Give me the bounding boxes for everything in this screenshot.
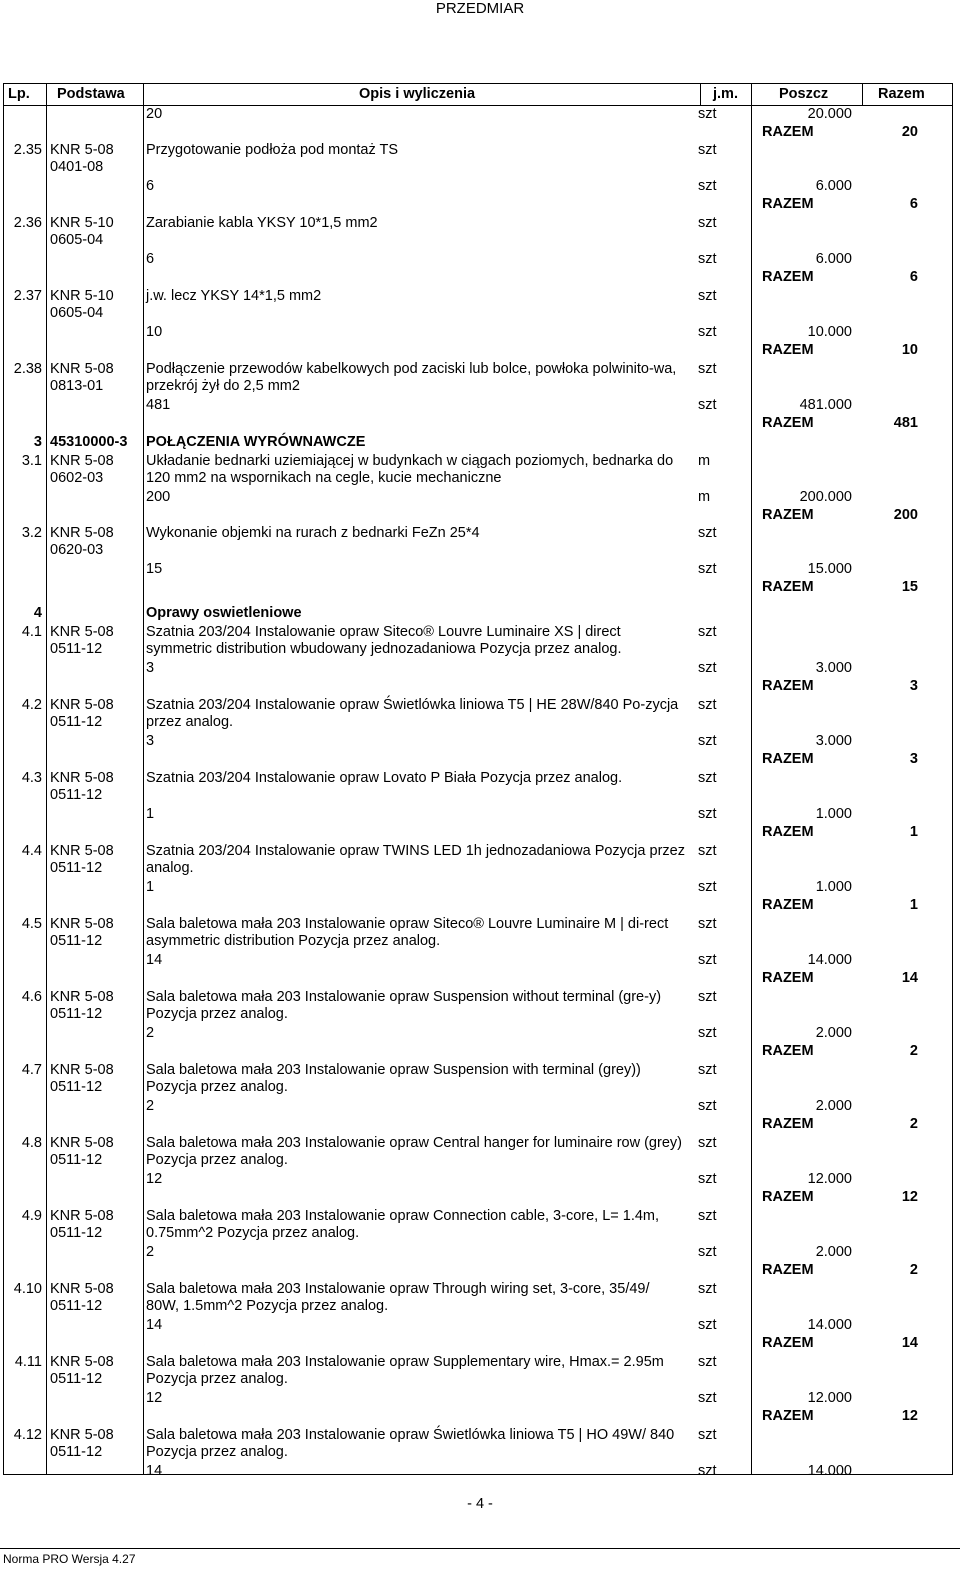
row-razem: 14 <box>901 970 918 986</box>
column-divider <box>862 84 863 105</box>
row-unit: szt <box>698 288 717 304</box>
row-poszcz: 2.000 <box>815 1025 852 1041</box>
row-razem: 1 <box>909 897 918 913</box>
row-razem: 15 <box>901 579 918 595</box>
column-divider <box>143 84 144 1474</box>
row-unit: szt <box>698 525 717 541</box>
header-razem: Razem <box>878 86 925 102</box>
row-description: j.w. lecz YKSY 14*1,5 mm2 <box>146 288 322 304</box>
row-lp: 2.36 <box>13 215 42 231</box>
row-unit: szt <box>698 106 717 122</box>
razem-label: RAZEM <box>762 970 814 986</box>
header-poszcz: Poszcz <box>779 86 829 102</box>
row-razem: 200 <box>893 507 918 523</box>
row-unit: szt <box>698 1025 717 1041</box>
row-unit: szt <box>698 1135 717 1151</box>
row-quantity: 2 <box>146 1244 155 1260</box>
row-description: Układanie bednarki uziemiającej w budynkach w ciągach poziomych, bednarka do 120 mm2 na wspornikach na cegle, kucie mechaniczne <box>146 453 674 486</box>
razem-label: RAZEM <box>762 751 814 767</box>
row-podstawa: KNR 5-08 0511-12 <box>50 1427 114 1460</box>
header-podstawa: Podstawa <box>57 86 125 102</box>
row-poszcz: 14.000 <box>807 1317 852 1333</box>
row-razem: 6 <box>909 196 918 212</box>
row-quantity: 15 <box>146 561 163 577</box>
row-podstawa: KNR 5-08 0602-03 <box>50 453 114 486</box>
row-lp: 4.11 <box>14 1354 42 1370</box>
row-quantity: 2 <box>146 1098 155 1114</box>
row-podstawa: KNR 5-10 0605-04 <box>50 288 114 321</box>
row-lp: 4.8 <box>21 1135 42 1151</box>
row-razem: 2 <box>909 1043 918 1059</box>
row-razem: 12 <box>901 1189 918 1205</box>
row-unit: szt <box>698 952 717 968</box>
row-quantity: 200 <box>146 489 171 505</box>
row-unit: szt <box>698 561 717 577</box>
row-poszcz: 14.000 <box>807 1463 852 1479</box>
row-lp: 4.1 <box>21 624 42 640</box>
row-quantity: 1 <box>146 879 155 895</box>
page-title: PRZEDMIAR <box>435 0 525 17</box>
page-number: - 4 - <box>467 1496 493 1512</box>
row-description: Sala baletowa mała 203 Instalowanie opraw Suspension with terminal (grey)) Pozycja przez analog. <box>146 1062 641 1095</box>
row-unit: szt <box>698 697 717 713</box>
row-poszcz: 1.000 <box>815 879 852 895</box>
row-unit: szt <box>698 1390 717 1406</box>
row-quantity: 6 <box>146 178 155 194</box>
row-quantity: 14 <box>146 1317 163 1333</box>
row-poszcz: 6.000 <box>815 178 852 194</box>
row-razem: 2 <box>909 1116 918 1132</box>
row-podstawa: KNR 5-08 0511-12 <box>50 1281 114 1314</box>
row-unit: szt <box>698 1427 717 1443</box>
row-quantity: 481 <box>146 397 171 413</box>
row-description: Sala baletowa mała 203 Instalowanie opraw Supplementary wire, Hmax.= 2.95m Pozycja przez analog. <box>146 1354 664 1387</box>
row-description: Szatnia 203/204 Instalowanie opraw Siteco® Louvre Luminaire XS | direct symmetric distribution wbudowany jednozadaniowa Pozycja przez analog. <box>146 624 622 657</box>
row-description: Sala baletowa mała 203 Instalowanie opraw Siteco® Louvre Luminaire M | di-rect asymmetric distribution Pozycja przez analog. <box>146 916 669 949</box>
row-poszcz: 3.000 <box>815 660 852 676</box>
row-quantity: 10 <box>146 324 163 340</box>
row-lp: 3.2 <box>21 525 42 541</box>
row-quantity: 6 <box>146 251 155 267</box>
row-quantity: 12 <box>146 1171 163 1187</box>
row-poszcz: 481.000 <box>799 397 852 413</box>
razem-label: RAZEM <box>762 124 814 140</box>
row-description: Zarabianie kabla YKSY 10*1,5 mm2 <box>146 215 378 231</box>
row-unit: szt <box>698 1208 717 1224</box>
row-lp: 4.10 <box>13 1281 42 1297</box>
razem-label: RAZEM <box>762 415 814 431</box>
row-lp: 4.7 <box>21 1062 42 1078</box>
row-description: Szatnia 203/204 Instalowanie opraw TWINS LED 1h jednozadaniowa Pozycja przez analog. <box>146 843 685 876</box>
row-podstawa: KNR 5-08 0511-12 <box>50 916 114 949</box>
row-unit: szt <box>698 624 717 640</box>
row-lp: 4.12 <box>13 1427 42 1443</box>
row-description: Sala baletowa mała 203 Instalowanie opraw Connection cable, 3-core, L= 1.4m, 0.75mm^2 Pozycja przez analog. <box>146 1208 660 1241</box>
row-unit: szt <box>698 1062 717 1078</box>
row-lp: 2.37 <box>13 288 42 304</box>
row-description: Szatnia 203/204 Instalowanie opraw Lovato P Biała Pozycja przez analog. <box>146 770 623 786</box>
row-unit: szt <box>698 1098 717 1114</box>
row-unit: szt <box>698 142 717 158</box>
column-divider <box>751 84 752 1474</box>
row-lp: 4.5 <box>21 916 42 932</box>
row-unit: szt <box>698 660 717 676</box>
row-unit: m <box>698 489 711 505</box>
row-unit: szt <box>698 1244 717 1260</box>
row-poszcz: 3.000 <box>815 733 852 749</box>
razem-label: RAZEM <box>762 507 814 523</box>
row-lp: 2.38 <box>13 361 42 377</box>
row-podstawa: KNR 5-10 0605-04 <box>50 215 114 248</box>
row-description: Przygotowanie podłoża pod montaż TS <box>146 142 399 158</box>
row-podstawa: KNR 5-08 0620-03 <box>50 525 114 558</box>
row-unit: szt <box>698 178 717 194</box>
row-unit: szt <box>698 843 717 859</box>
row-podstawa: KNR 5-08 0511-12 <box>50 843 114 876</box>
row-poszcz: 2.000 <box>815 1244 852 1260</box>
row-unit: szt <box>698 361 717 377</box>
razem-label: RAZEM <box>762 1043 814 1059</box>
row-podstawa: KNR 5-08 0813-01 <box>50 361 114 394</box>
row-razem: 3 <box>909 678 918 694</box>
row-podstawa: KNR 5-08 0511-12 <box>50 1208 114 1241</box>
row-quantity: 1 <box>146 806 155 822</box>
row-lp: 4.6 <box>21 989 42 1005</box>
header-jm: j.m. <box>713 86 738 102</box>
row-unit: szt <box>698 1317 717 1333</box>
row-description: Sala baletowa mała 203 Instalowanie opraw Through wiring set, 3-core, 35/49/ 80W, 1.5mm^2 Pozycja przez analog. <box>146 1281 650 1314</box>
row-unit: szt <box>698 989 717 1005</box>
row-razem: 10 <box>901 342 918 358</box>
row-podstawa: KNR 5-08 0511-12 <box>50 1062 114 1095</box>
row-podstawa: KNR 5-08 0511-12 <box>50 770 114 803</box>
row-poszcz: 12.000 <box>807 1390 852 1406</box>
row-razem: 12 <box>901 1408 918 1424</box>
row-description: Szatnia 203/204 Instalowanie opraw Świetlówka liniowa T5 | HE 28W/840 Po-zycja przez analog. <box>146 697 679 730</box>
row-unit: m <box>698 453 711 469</box>
row-podstawa: KNR 5-08 0511-12 <box>50 697 114 730</box>
row-poszcz: 200.000 <box>799 489 852 505</box>
row-razem: 14 <box>901 1335 918 1351</box>
razem-label: RAZEM <box>762 579 814 595</box>
cost-table <box>3 83 953 1479</box>
row-unit: szt <box>698 770 717 786</box>
row-description: Sala baletowa mała 203 Instalowanie opraw Świetlówka liniowa T5 | HO 49W/ 840 Pozycja przez analog. <box>146 1427 675 1460</box>
column-divider <box>700 84 701 105</box>
header-lp: Lp. <box>8 86 30 102</box>
row-description: Podłączenie przewodów kabelkowych pod zaciski lub bolce, powłoka polwinito-wa, przekrój żył do 2,5 mm2 <box>146 361 677 394</box>
row-lp: 2.35 <box>13 142 42 158</box>
row-razem: 1 <box>909 824 918 840</box>
razem-label: RAZEM <box>762 269 814 285</box>
row-unit: szt <box>698 806 717 822</box>
row-unit: szt <box>698 1463 717 1479</box>
row-quantity: 20 <box>146 106 163 122</box>
row-poszcz: 12.000 <box>807 1171 852 1187</box>
row-unit: szt <box>698 1171 717 1187</box>
row-unit: szt <box>698 324 717 340</box>
row-razem: 6 <box>909 269 918 285</box>
razem-label: RAZEM <box>762 1262 814 1278</box>
row-lp: 4.2 <box>21 697 42 713</box>
row-description: Sala baletowa mała 203 Instalowanie opraw Suspension without terminal (gre-y) Pozycja przez analog. <box>146 989 662 1022</box>
section-title: Oprawy oswietleniowe <box>146 605 302 621</box>
row-podstawa: KNR 5-08 0511-12 <box>50 989 114 1022</box>
row-lp: 4.4 <box>21 843 42 859</box>
razem-label: RAZEM <box>762 1116 814 1132</box>
razem-label: RAZEM <box>762 678 814 694</box>
row-podstawa: KNR 5-08 0401-08 <box>50 142 114 175</box>
razem-label: RAZEM <box>762 824 814 840</box>
section-title: POŁĄCZENIA WYRÓWNAWCZE <box>146 434 366 450</box>
footer-divider <box>0 1548 960 1549</box>
row-razem: 3 <box>909 751 918 767</box>
row-poszcz: 20.000 <box>807 106 852 122</box>
row-poszcz: 2.000 <box>815 1098 852 1114</box>
row-quantity: 2 <box>146 1025 155 1041</box>
razem-label: RAZEM <box>762 1189 814 1205</box>
row-lp: 3 <box>33 434 42 450</box>
razem-label: RAZEM <box>762 1408 814 1424</box>
table-header <box>4 84 952 106</box>
razem-label: RAZEM <box>762 897 814 913</box>
software-version: Norma PRO Wersja 4.27 <box>3 1552 136 1566</box>
row-quantity: 3 <box>146 733 155 749</box>
row-poszcz: 15.000 <box>807 561 852 577</box>
row-lp: 4.3 <box>21 770 42 786</box>
row-unit: szt <box>698 397 717 413</box>
row-unit: szt <box>698 879 717 895</box>
razem-label: RAZEM <box>762 196 814 212</box>
row-quantity: 3 <box>146 660 155 676</box>
row-poszcz: 10.000 <box>807 324 852 340</box>
row-unit: szt <box>698 916 717 932</box>
row-description: Sala baletowa mała 203 Instalowanie opraw Central hanger for luminaire row (grey) Pozycja przez analog. <box>146 1135 682 1168</box>
row-poszcz: 6.000 <box>815 251 852 267</box>
row-razem: 2 <box>909 1262 918 1278</box>
razem-label: RAZEM <box>762 1335 814 1351</box>
row-poszcz: 1.000 <box>815 806 852 822</box>
row-podstawa: KNR 5-08 0511-12 <box>50 1354 114 1387</box>
row-lp: 3.1 <box>21 453 42 469</box>
row-description: Wykonanie objemki na rurach z bednarki FeZn 25*4 <box>146 525 480 541</box>
row-unit: szt <box>698 251 717 267</box>
header-opis: Opis i wyliczenia <box>359 86 476 102</box>
row-unit: szt <box>698 733 717 749</box>
row-unit: szt <box>698 1354 717 1370</box>
row-unit: szt <box>698 215 717 231</box>
row-lp: 4.9 <box>21 1208 42 1224</box>
row-poszcz: 14.000 <box>807 952 852 968</box>
row-unit: szt <box>698 1281 717 1297</box>
row-razem: 20 <box>901 124 918 140</box>
row-podstawa: 45310000-3 <box>50 434 128 450</box>
row-podstawa: KNR 5-08 0511-12 <box>50 624 114 657</box>
column-divider <box>46 84 47 1474</box>
row-quantity: 12 <box>146 1390 163 1406</box>
razem-label: RAZEM <box>762 342 814 358</box>
row-lp: 4 <box>33 605 42 621</box>
row-razem: 481 <box>893 415 918 431</box>
row-quantity: 14 <box>146 952 163 968</box>
row-quantity: 14 <box>146 1463 163 1479</box>
row-podstawa: KNR 5-08 0511-12 <box>50 1135 114 1168</box>
